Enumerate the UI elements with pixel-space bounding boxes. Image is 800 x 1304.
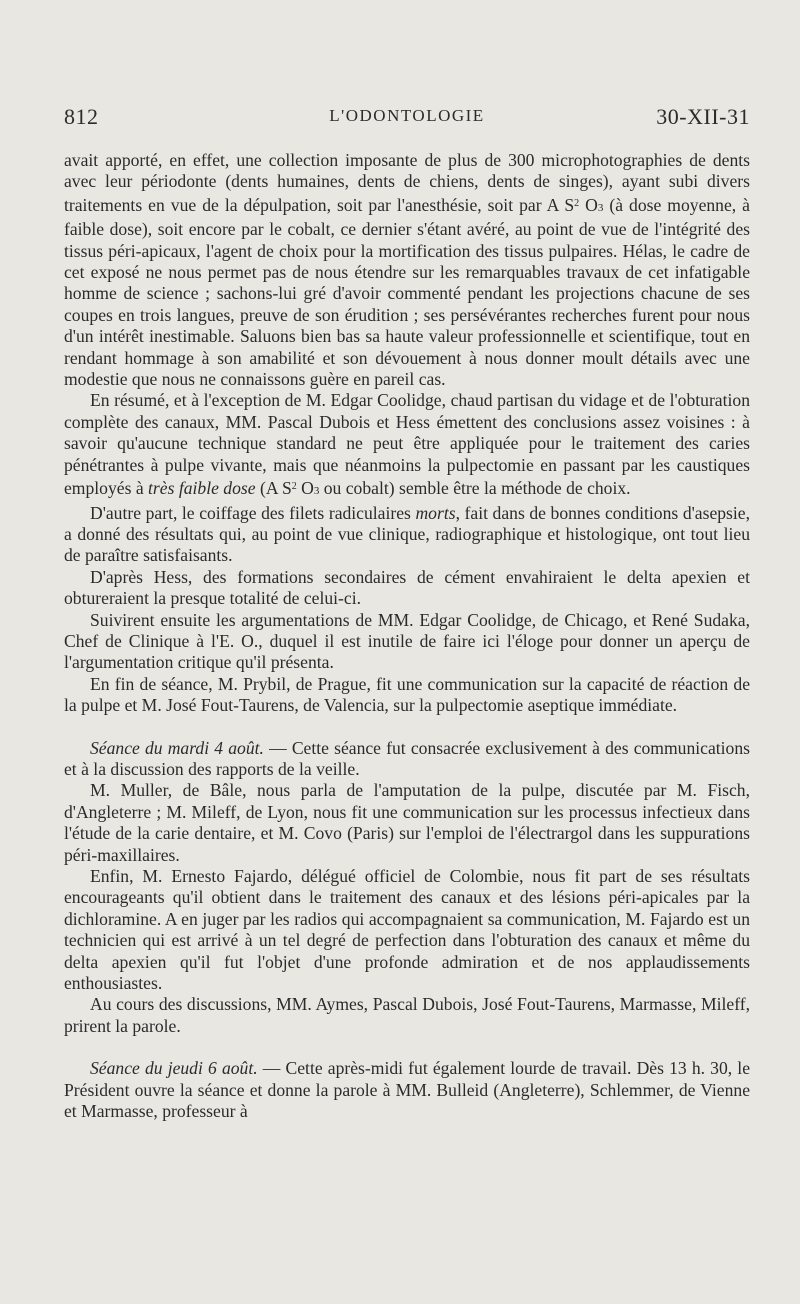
article-body [64,150,750,1122]
paragraph [64,780,750,866]
paragraph [64,1058,750,1122]
text-run: D'autre part, le coiffage des filets radiculaires [90,502,416,523]
paragraph [64,150,750,390]
text-run: avait apporté, en effet, une collection imposante de plus de 300 microphotographies de dents avec leur périodonte (dents humaines, dents de chiens, dents de singes), ayant subi divers traitements en vue de la dépulpation, soit par l'anesthésie, soit par A S [64,150,750,215]
text-run: D'après Hess, des formations secondaires de cément envahiraient le delta apexien et obtureraient la presque totalité de celui-ci. [64,566,750,609]
paragraph [64,866,750,994]
text-run: 2 [291,481,297,493]
text-run: En fin de séance, M. Prybil, de Prague, fit une communication sur la capacité de réaction de la pulpe et M. José Fout-Taurens, de Valencia, sur la pulpectomie aseptique immédiate. [64,673,750,716]
page-number: 812 [64,104,99,129]
paragraph [64,503,750,567]
paragraph [64,390,750,502]
text-run: 3 [597,201,604,214]
journal-title: L'ODONTOLOGIE [329,106,485,125]
text-run: 3 [313,485,320,498]
paragraph [64,610,750,674]
text-run: O [579,194,598,215]
paragraph [64,738,750,781]
paragraph [64,674,750,717]
text-run: Au cours des discussions, MM. Aymes, Pascal Dubois, José Fout-Taurens, Marmasse, Mileff, prirent la parole. [64,994,750,1036]
text-run: morts [415,502,456,523]
text-run: — Cette après-midi fut également lourde de travail. Dès 13 h. 30, le Président ouvre la séance et donne la parole à MM. Bulleid (Angleterre), Schlemmer, de Vienne et Marmasse, professeur à [64,1058,750,1122]
text-run: très faible dose [148,478,256,499]
text-run: (A S [255,478,292,499]
text-run: M. Muller, de Bâle, nous parla de l'amputation de la pulpe, discutée par M. Fisch, d'Angleterre ; M. Mileff, de Lyon, nous fit une communication sur les processus infectieux dans l'étude de la carie dentaire, et M. Covo (Paris) sur l'emploi de l'électrargol dans les suppurations péri-maxillaires. [64,780,750,865]
text-run: , fait dans de bonnes conditions d'asepsie, a donné des résultats qui, au point de vue clinique, radiographique et histologique, ont tout lieu de paraître satisfaisants. [64,502,750,566]
text-run: 2 [574,197,580,209]
text-run: ou cobalt) semble être la méthode de choix. [319,478,631,499]
issue-date: 30-XII-31 [656,104,750,129]
text-run: Enfin, M. Ernesto Fajardo, délégué officiel de Colombie, nous fit part de ses résultats encourageants qu'il obtient dans le traitement des canaux et des lésions péri-apicales par la dichloramine. A en juger par les radios qui accompagnaient sa communication, M. Fajardo est un technicien qui est arrivé à un tel degré de perfection dans l'obturation des canaux et même du delta apexien qu'il fut l'objet d'une profonde admiration et de nos applaudissements enthousiastes. [64,866,750,994]
running-header [64,104,750,134]
paragraph [64,567,750,610]
text-run: Suivirent ensuite les argumentations de MM. Edgar Coolidge, de Chicago, et René Sudaka, Chef de Clinique à l'E. O., duquel il est inutile de faire ici l'éloge pour donner un aperçu de l'argumentation critique qu'il présenta. [64,609,750,673]
text-run: En résumé, et à l'exception de M. Edgar Coolidge, chaud partisan du vidage et de l'obturation complète des canaux, MM. Pascal Dubois et Hess émettent des conclusions assez voisines : à savoir qu'aucune technique standard ne peut être appliquée pour le traitement des caries pénétrantes à pulpe vivante, mais que néanmoins la pulpectomie en passant par les caustiques employés à [64,390,750,499]
paragraph [64,994,750,1037]
text-run: — Cette séance fut consacrée exclusivement à des communications et à la discussion des rapports de la veille. [64,737,750,779]
text-run: Séance du mardi 4 août. [90,737,264,758]
text-run: Séance du jeudi 6 août. [90,1058,258,1079]
text-run: O [296,478,314,499]
text-run: (à dose moyenne, à faible dose), soit encore par le cobalt, ce dernier s'étant avéré, au point de vue de l'intégrité des tissus péri-apicaux, l'agent de choix pour la mortification des tissus pulpaires. Hélas, le cadre de cet exposé ne nous permet pas de nous étendre sur les remarquables travaux de cet infatigable homme de science ; sachons-lui gré d'avoir commenté pendant les projections chacune de ses coupes en trois langues, preuve de son érudition ; ses persévérantes recherches furent pour nous d'un intérêt inestimable. Saluons bien bas sa haute valeur professionnelle et scientifique, tout en rendant hommage à son amabilité et son dévouement à nous donner moult détails avec une modestie que nous ne connaissons guère en pareil cas. [64,194,750,390]
